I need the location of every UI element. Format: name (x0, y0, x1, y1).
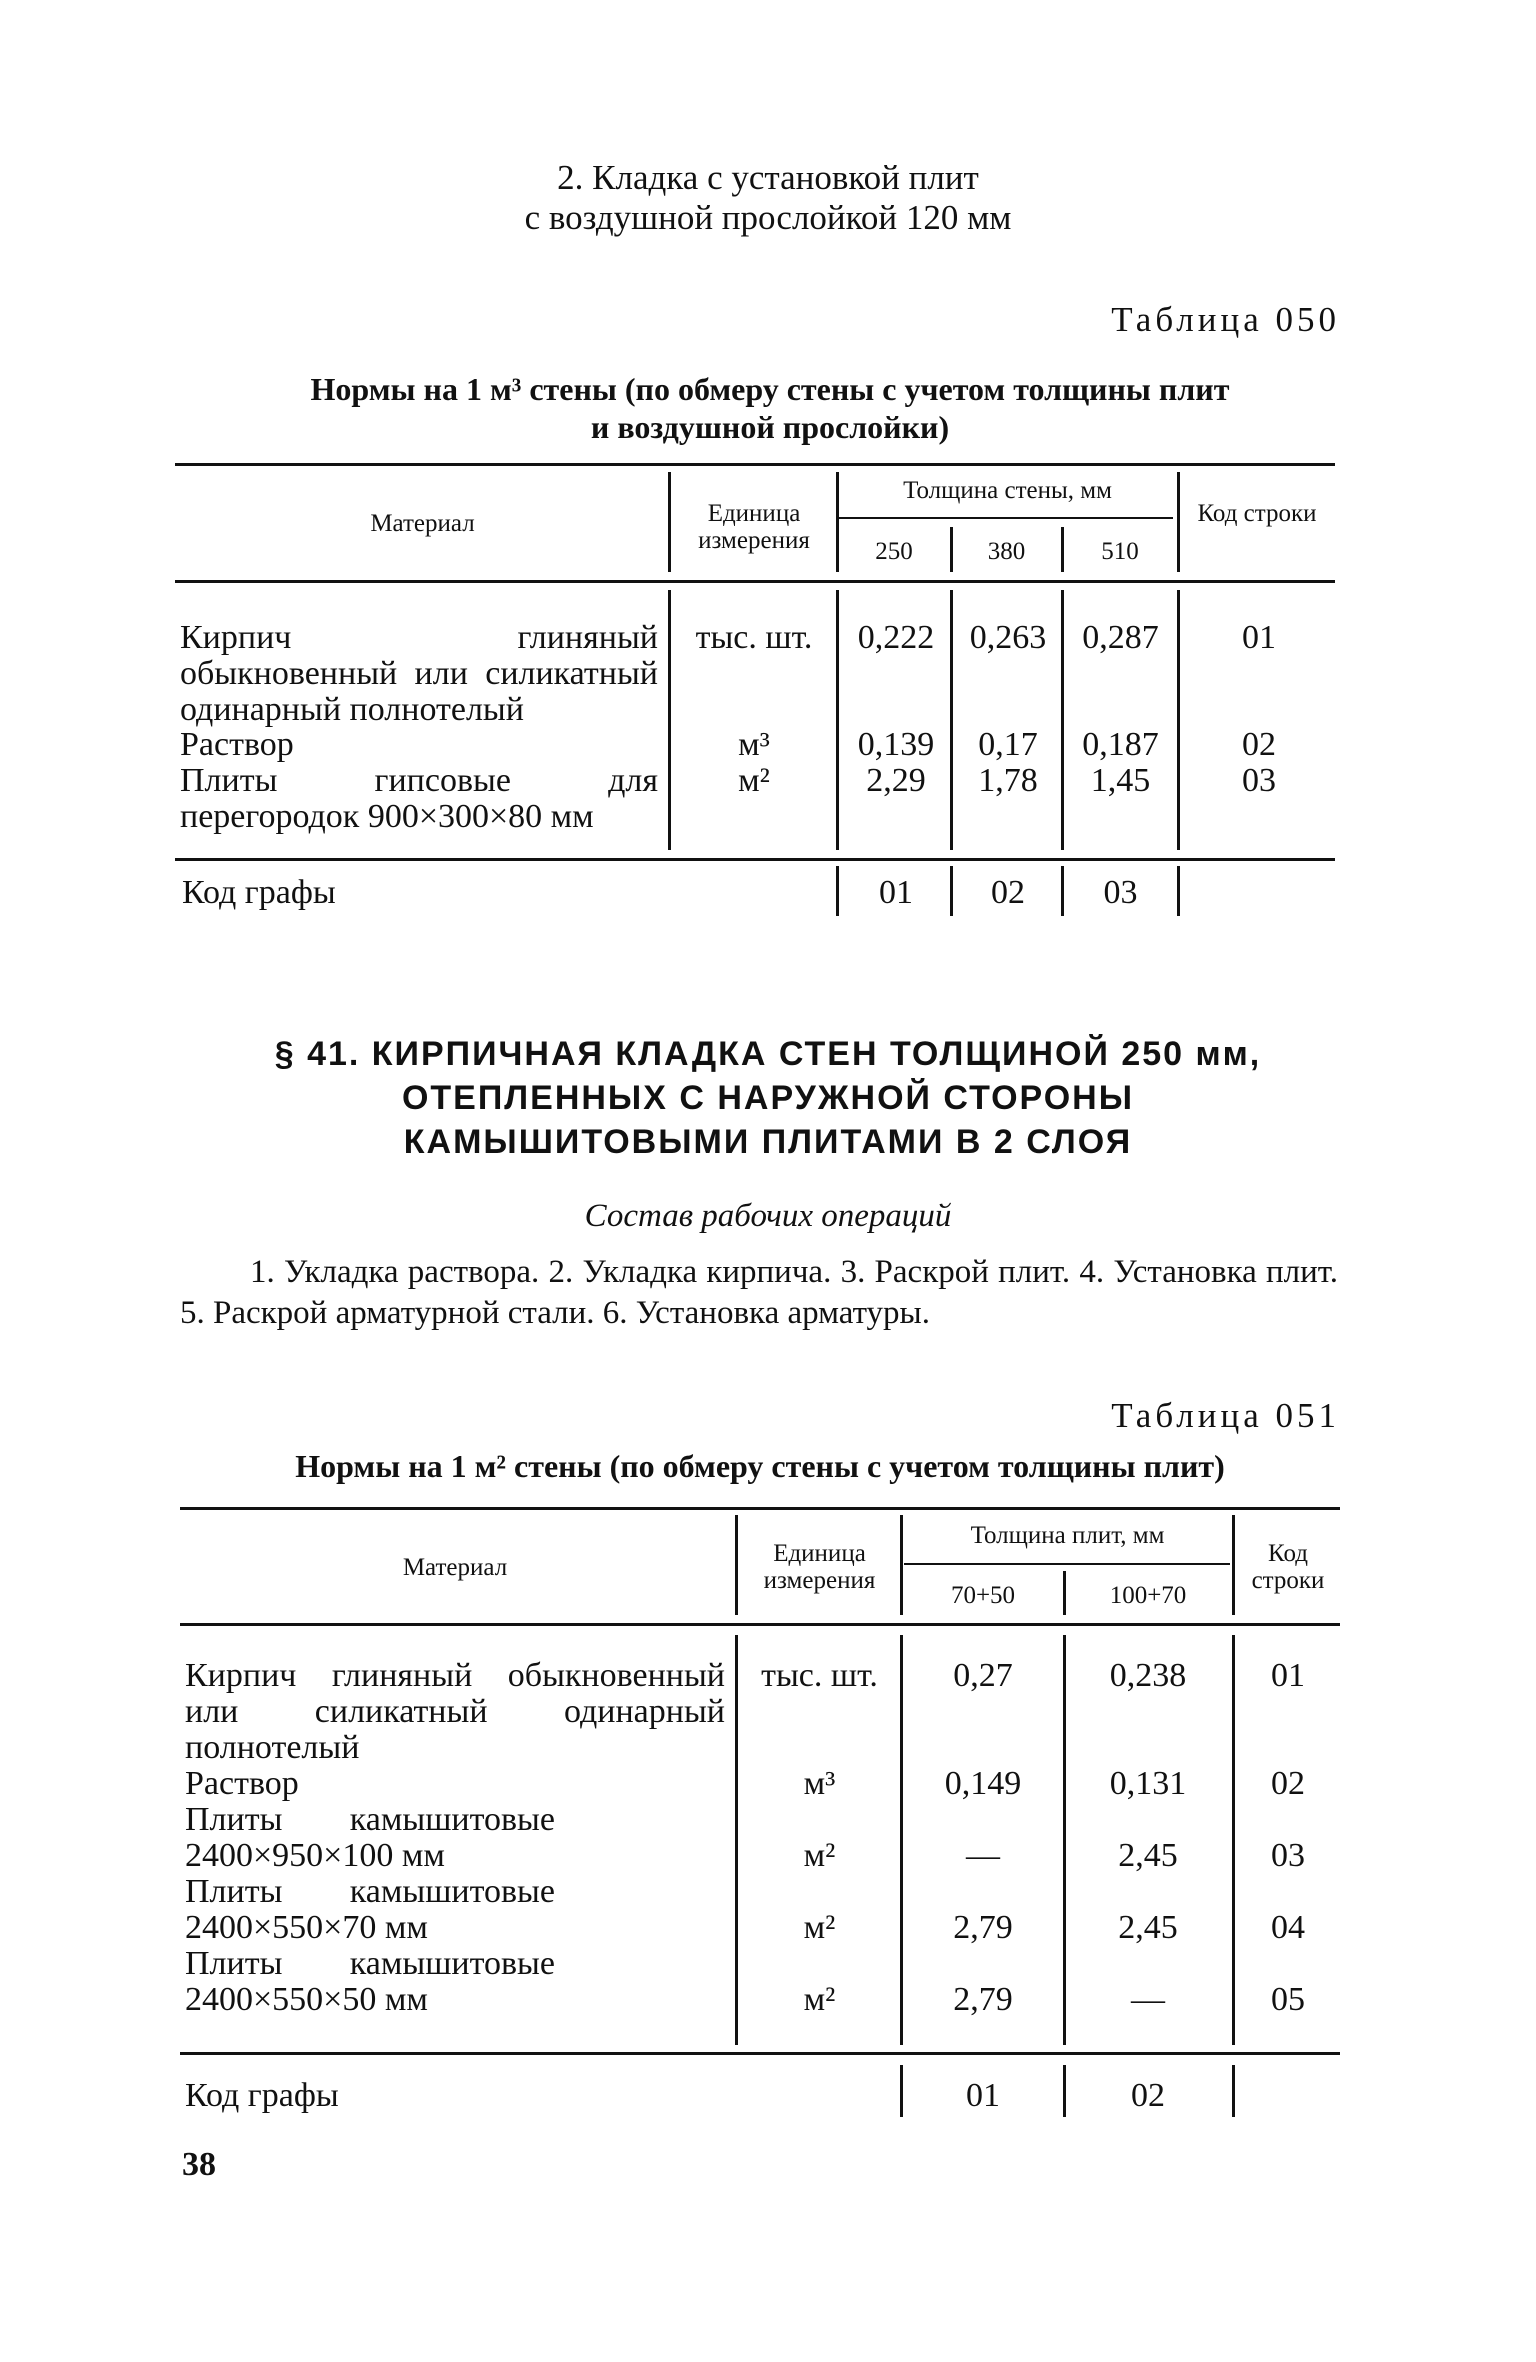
table050-vline-5 (1177, 472, 1180, 572)
table051-row2-v1: 0,149 (944, 1765, 1022, 1802)
table051-top-rule (180, 1507, 1340, 1510)
table051-vline-3 (1063, 1571, 1066, 1615)
table051-row4-v2: 2,45 (1118, 1909, 1178, 1946)
section41-title (0, 1032, 1536, 1164)
table051-row4-unit: м² (803, 1909, 836, 1946)
table050-row2-v1: 0,139 (857, 726, 935, 763)
table050-footer-code-1: 01 (879, 874, 913, 911)
table050-row1-material: Кирпич глиняный обыкновенный или силикатный одинарный полнотелый (180, 619, 658, 728)
table051-header-unit: Единица измерения (763, 1540, 876, 1594)
table050-footer-code-3: 03 (1103, 874, 1138, 911)
table050-row3-v2: 1,78 (978, 762, 1038, 799)
table050-row3-unit: м² (738, 762, 770, 799)
table051-row1-v2: 0,238 (1109, 1657, 1187, 1694)
table050-row1-unit: тыс. шт. (695, 619, 813, 656)
table051-row3-code: 03 (1271, 1837, 1305, 1874)
table050-top-rule (175, 463, 1335, 466)
table050-body-vline-1 (668, 590, 671, 850)
table051-footer-vline-3 (1232, 2065, 1235, 2117)
table050-caption-line2: и воздушной прослойки) (590, 409, 950, 445)
section41-title-line1: § 41. КИРПИЧНАЯ КЛАДКА СТЕН ТОЛЩИНОЙ 250 мм, (274, 1035, 1262, 1073)
table050-row1-v2: 0,263 (969, 619, 1047, 656)
table050-footer-vline-4 (1177, 866, 1180, 916)
table051-row4-material: Плиты камышитовые 2400×550×70 мм (185, 1873, 555, 1946)
table050-header-col-380: 380 (987, 538, 1026, 565)
table051-row1-material: Кирпич глиняный обыкновенный или силикатный одинарный полнотелый (185, 1657, 725, 1766)
table050-body-vline-4 (1061, 590, 1064, 850)
table050-footer-code-2: 02 (991, 874, 1025, 911)
table051-row1-unit: тыс. шт. (761, 1657, 878, 1694)
table050-bottom-rule (175, 858, 1335, 861)
section2-title (0, 158, 1536, 238)
table051-row2-material: Раствор (185, 1765, 299, 1802)
table051-body-vline-2 (900, 1635, 903, 2045)
table050-row1-code: 01 (1242, 619, 1276, 656)
table051-row3-unit: м² (803, 1837, 836, 1874)
table051-row4-v1: 2,79 (953, 1909, 1013, 1946)
table050-vline-4 (1061, 527, 1064, 572)
table051-row2-unit: м³ (803, 1765, 836, 1802)
table050-body-vline-2 (836, 590, 839, 850)
table050-header-thickness: Толщина стены, мм (903, 477, 1112, 504)
table051-row1-code: 01 (1271, 1657, 1305, 1694)
table051-vline-2 (900, 1515, 903, 1615)
table051-head-rule (180, 1623, 1340, 1626)
table051-row2-code: 02 (1271, 1765, 1305, 1802)
table050-header-col-510: 510 (1101, 538, 1139, 565)
table051-row5-code: 05 (1271, 1981, 1305, 2018)
table050-row1-v3: 0,287 (1082, 619, 1159, 656)
table050-row2-material: Раствор (180, 726, 294, 763)
table051-vline-4 (1232, 1515, 1235, 1615)
table050-body-vline-5 (1177, 590, 1180, 850)
table050-row2-v2: 0,17 (978, 726, 1038, 763)
table050-row3-v1: 2,29 (866, 762, 926, 799)
table050-row3-v3: 1,45 (1090, 762, 1151, 799)
table051-body-vline-1 (735, 1635, 738, 2045)
table050-header-code: Код строки (1197, 500, 1317, 527)
table051-body-vline-3 (1063, 1635, 1066, 2045)
section2-title-line1: 2. Кладка с установкой плит (557, 158, 979, 197)
section41-title-line2: ОТЕПЛЕННЫХ С НАРУЖНОЙ СТОРОНЫ (401, 1079, 1135, 1117)
table051-header-material: Материал (402, 1554, 508, 1581)
table051-footer-code-1: 01 (966, 2077, 1000, 2114)
table051-row5-v1: 2,79 (953, 1981, 1013, 2018)
table050-header-material: Материал (370, 510, 475, 537)
table050-row2-v3: 0,187 (1082, 726, 1159, 763)
table051-row2-v2: 0,131 (1109, 1765, 1187, 1802)
table051-row5-material: Плиты камышитовые 2400×550×50 мм (185, 1945, 555, 2018)
table050-footer-label: Код графы (182, 874, 336, 911)
table050-footer-vline-1 (836, 866, 839, 916)
table051-row3-v1: — (966, 1837, 1000, 1874)
table050-row3-material: Плиты гипсовые для перегородок 900×300×80 мм (180, 762, 658, 835)
table051-header-code: Код строки (1251, 1540, 1325, 1594)
table051-bottom-rule (180, 2052, 1340, 2055)
table051-label: Таблица 051 (1111, 1396, 1340, 1435)
table051-header-thickness: Толщина плит, мм (970, 1522, 1165, 1549)
table051-row4-code: 04 (1271, 1909, 1305, 1946)
table051-row1-v1: 0,27 (953, 1657, 1013, 1694)
table050-label: Таблица 050 (1111, 300, 1340, 339)
table051-footer-label: Код графы (185, 2077, 339, 2114)
table050-row3-code: 03 (1242, 762, 1276, 799)
table050-header-col-250: 250 (875, 538, 913, 565)
table050-head-rule (175, 580, 1335, 583)
table051-row5-unit: м² (803, 1981, 836, 2018)
table050-body-vline-3 (950, 590, 953, 850)
section41-title-line3: КАМЫШИТОВЫМИ ПЛИТАМИ В 2 СЛОЯ (403, 1123, 1133, 1161)
table051-header-col-2: 100+70 (1109, 1582, 1187, 1609)
table051-footer-code-2: 02 (1131, 2077, 1165, 2114)
table051-row3-material: Плиты камышитовые 2400×950×100 мм (185, 1801, 555, 1874)
table051-footer-vline-2 (1063, 2065, 1066, 2117)
table050-row2-unit: м³ (738, 726, 770, 763)
table050-header-unit: Единица измерения (698, 500, 810, 554)
table051-header-col-1: 70+50 (950, 1582, 1016, 1609)
table050-vline-3 (950, 527, 953, 572)
page-number: 38 (182, 2146, 216, 2183)
ops-text: 1. Укладка раствора. 2. Укладка кирпича. 3. Раскрой плит. 4. Установка плит. 5. Раскрой арматурной стали. 6. Установка арматуры. (180, 1254, 1338, 1331)
table050-vline-1 (668, 472, 671, 572)
table050-caption (180, 370, 1360, 446)
table051-body-vline-4 (1232, 1635, 1235, 2045)
section2-title-line2: с воздушной прослойкой 120 мм (524, 198, 1012, 237)
table051-footer-vline-1 (900, 2065, 903, 2117)
table050-footer-vline-2 (950, 866, 953, 916)
table050-row1-v1: 0,222 (857, 619, 935, 656)
table051-row5-v2: — (1131, 1981, 1165, 2018)
table050-caption-line1: Нормы на 1 м³ стены (по обмеру стены с учетом толщины плит (310, 371, 1230, 407)
table050-row2-code: 02 (1242, 726, 1276, 763)
table051-subhead-rule (904, 1563, 1230, 1565)
table051-row3-v2: 2,45 (1118, 1837, 1178, 1874)
table050-subhead-rule (838, 517, 1173, 519)
table050-vline-2 (836, 472, 839, 572)
table051-caption: Нормы на 1 м² стены (по обмеру стены с учетом толщины плит) (295, 1448, 1225, 1484)
table051-vline-1 (735, 1515, 738, 1615)
ops-heading: Состав рабочих операций (584, 1198, 952, 1234)
table050-footer-vline-3 (1061, 866, 1064, 916)
